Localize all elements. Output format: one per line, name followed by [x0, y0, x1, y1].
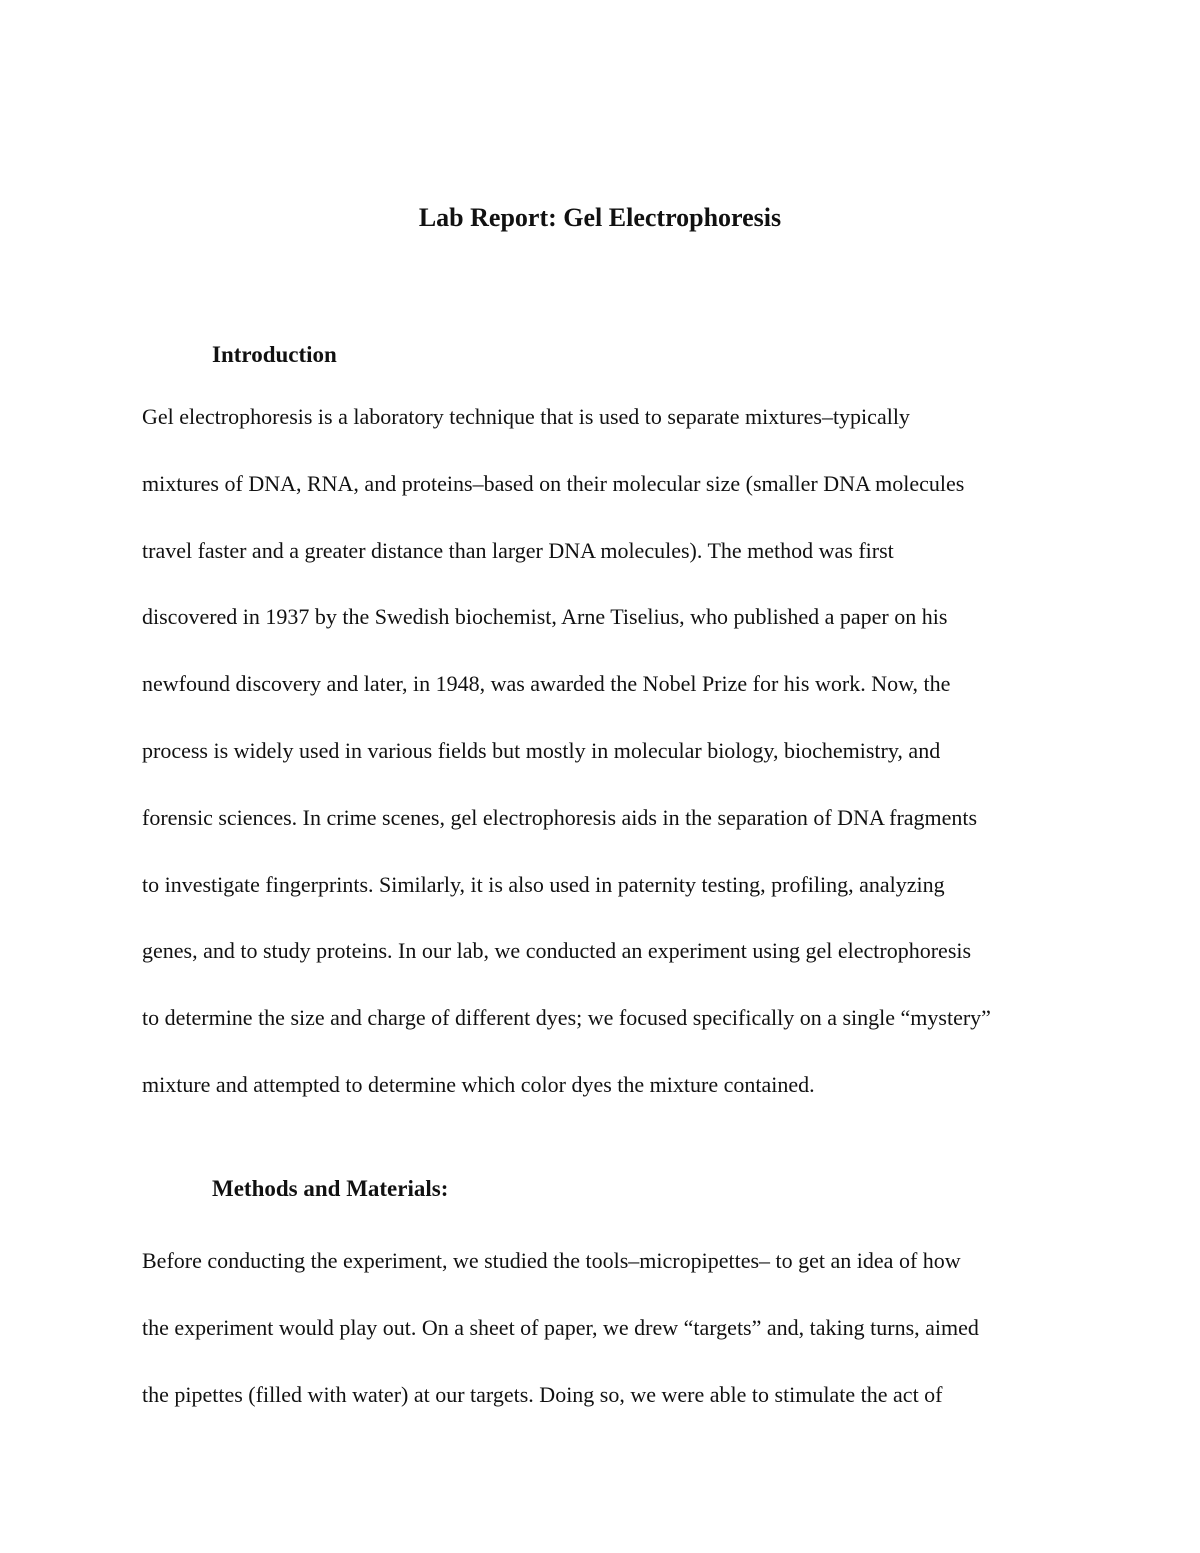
paragraph-line: mixture and attempted to determine which color dyes the mixture contained.: [142, 1071, 815, 1097]
section-heading-methods-and-materials: Methods and Materials:: [212, 1176, 449, 1201]
paragraph-line: travel faster and a greater distance than larger DNA molecules). The method was first: [142, 537, 894, 563]
paragraph-line: discovered in 1937 by the Swedish biochemist, Arne Tiselius, who published a paper on his: [142, 604, 948, 630]
paragraph-line: mixtures of DNA, RNA, and proteins–based on their molecular size (smaller DNA molecules: [142, 470, 965, 496]
paragraph-line: the pipettes (filled with water) at our targets. Doing so, we were able to stimulate the act of: [142, 1381, 943, 1407]
paragraph-line: the experiment would play out. On a sheet of paper, we drew “targets” and, taking turns, aimed: [142, 1314, 979, 1340]
paragraph-line: newfound discovery and later, in 1948, was awarded the Nobel Prize for his work. Now, the: [142, 671, 951, 697]
section-heading-introduction: Introduction: [212, 342, 337, 367]
paragraph-line: process is widely used in various fields but mostly in molecular biology, biochemistry, and: [142, 737, 941, 763]
paragraph-line: forensic sciences. In crime scenes, gel electrophoresis aids in the separation of DNA fragments: [142, 804, 978, 830]
paragraph-line: to determine the size and charge of different dyes; we focused specifically on a single “mystery”: [142, 1005, 991, 1031]
paragraph-line: Gel electrophoresis is a laboratory technique that is used to separate mixtures–typically: [142, 404, 910, 429]
paragraph-line: to investigate fingerprints. Similarly, it is also used in paternity testing, profiling, analyzing: [142, 871, 945, 897]
paragraph-line: genes, and to study proteins. In our lab, we conducted an experiment using gel electrophoresis: [142, 938, 972, 964]
methods-paragraph: [142, 1244, 1082, 1444]
introduction-paragraph: [142, 400, 1082, 1135]
document-title: Lab Report: Gel Electrophoresis: [418, 203, 782, 232]
paragraph-line: Before conducting the experiment, we studied the tools–micropipettes– to get an idea of how: [142, 1248, 961, 1273]
